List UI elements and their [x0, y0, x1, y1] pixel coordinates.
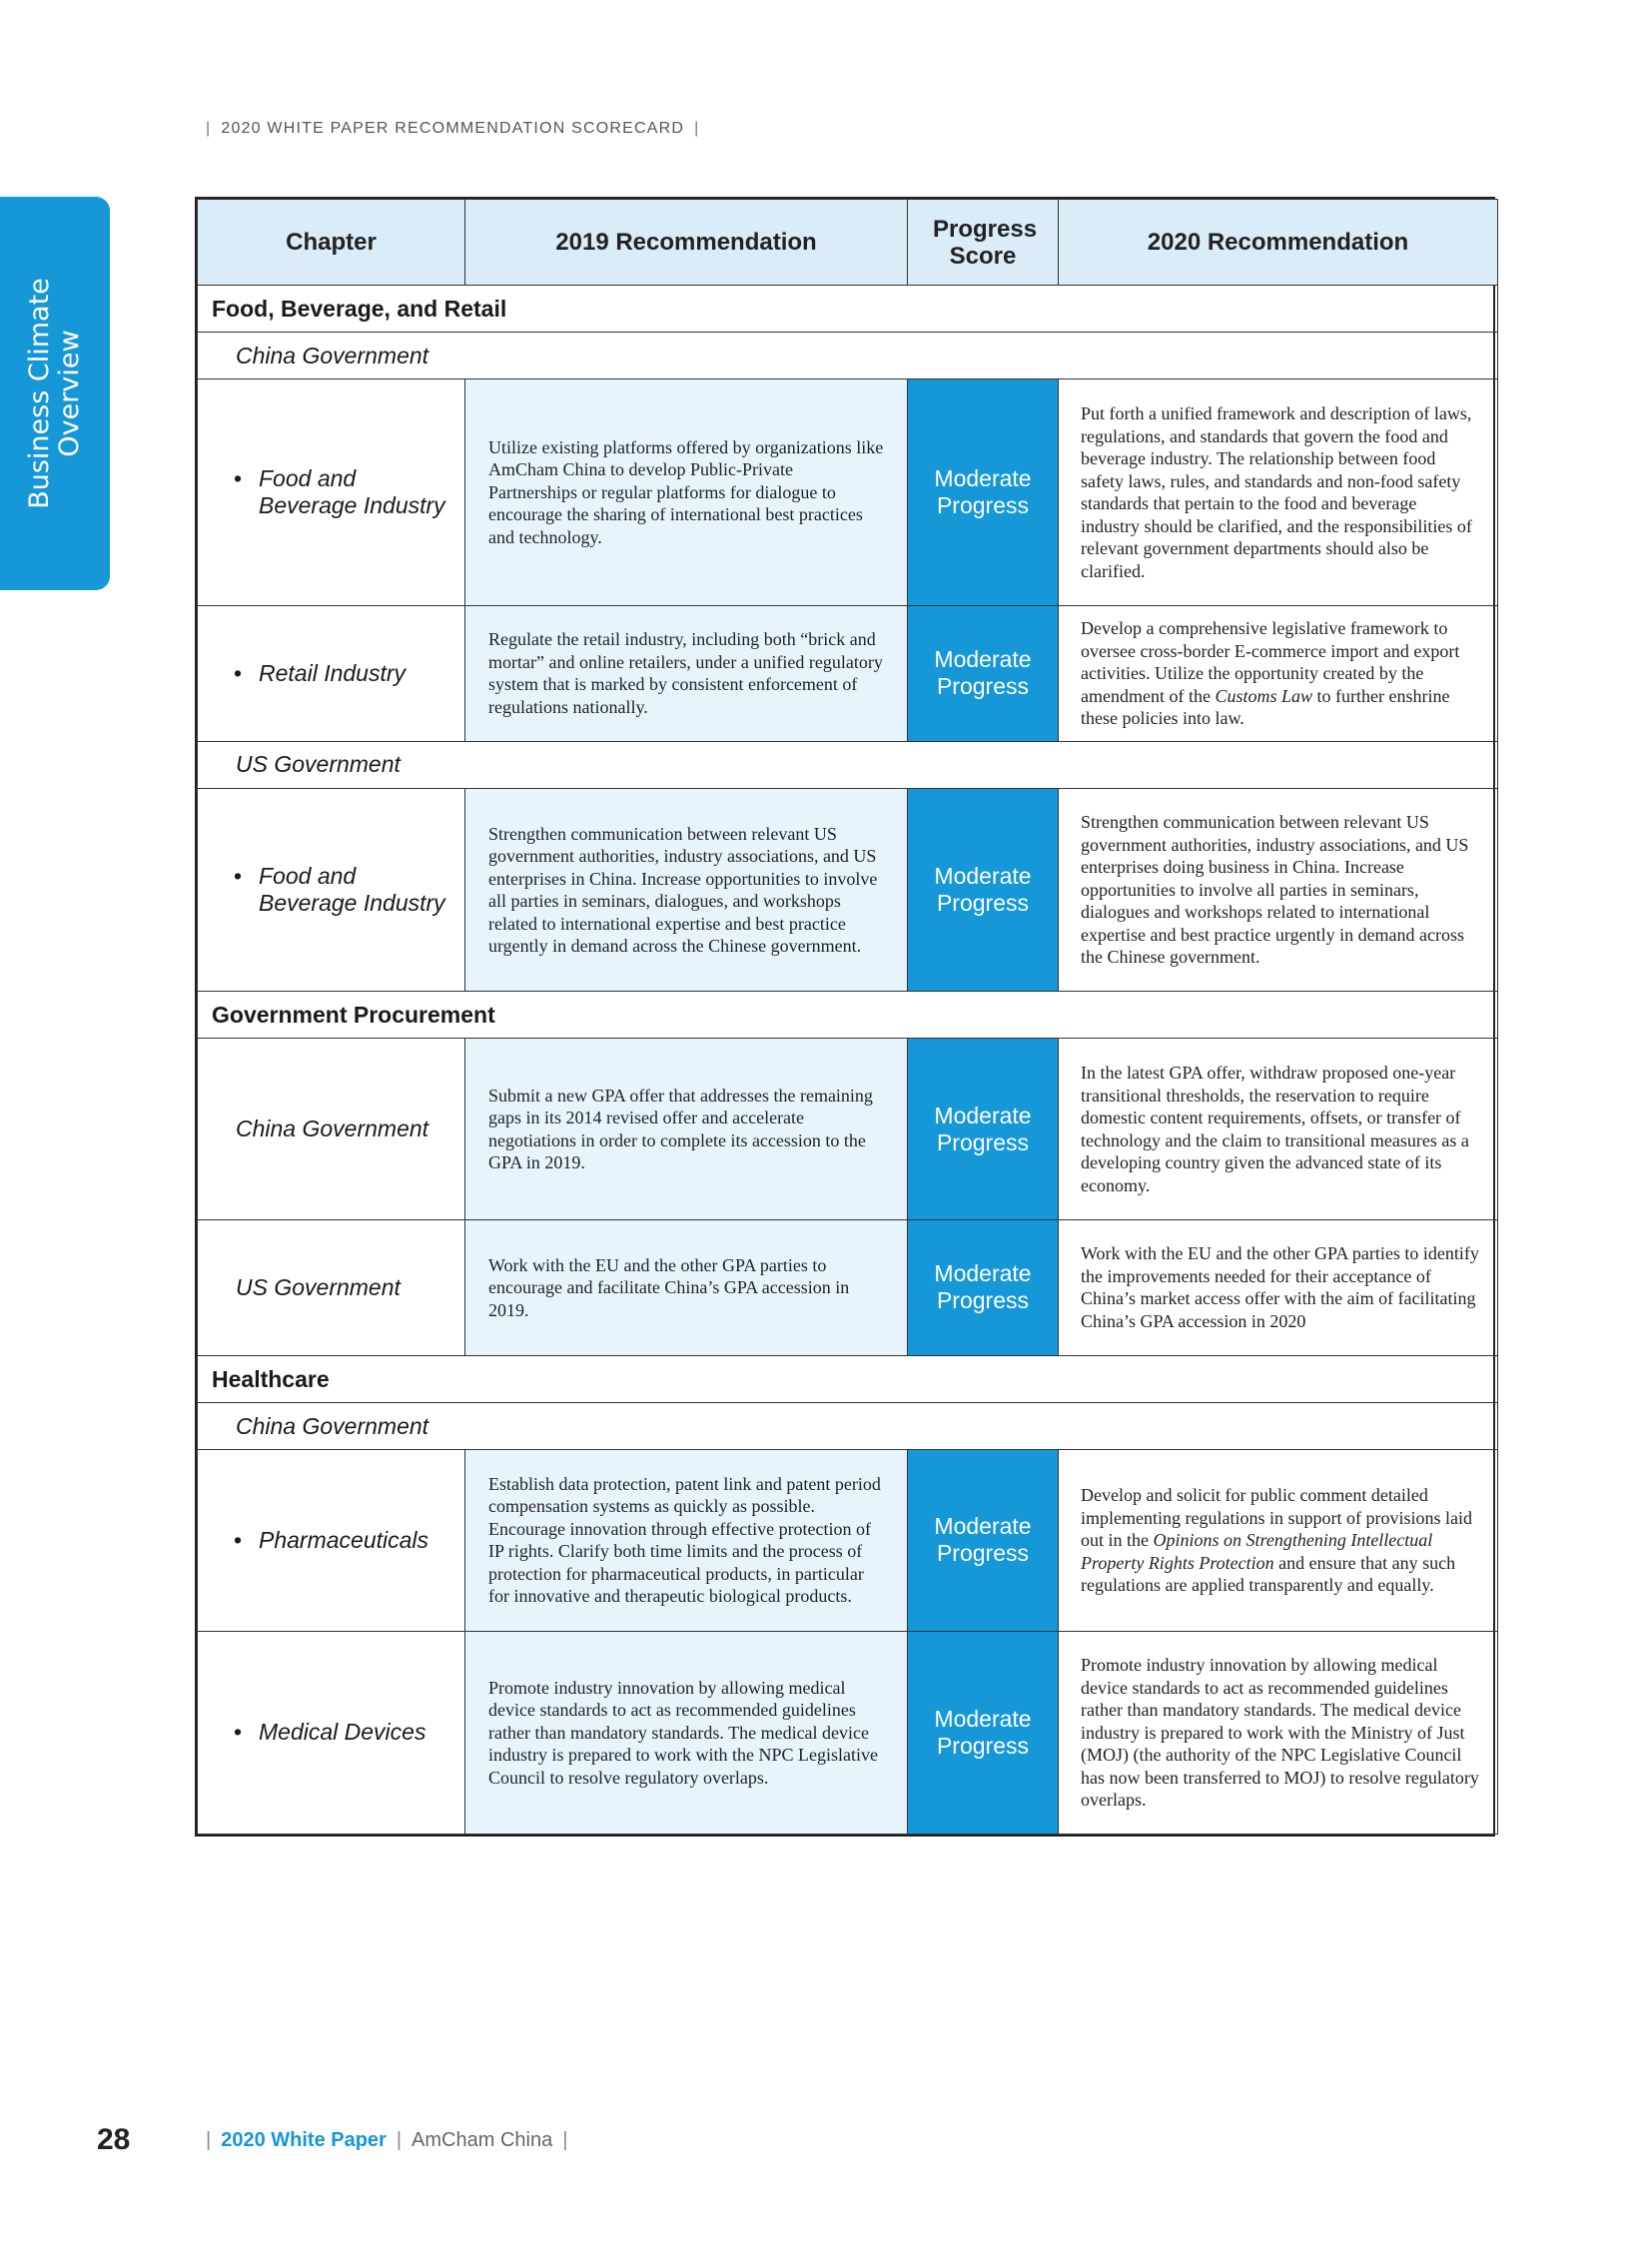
subsection-row — [198, 741, 1498, 788]
subsection-row — [198, 333, 1498, 379]
table-row — [198, 789, 1498, 992]
footer-brand: 2020 White Paper — [221, 2129, 387, 2151]
chapter-cell: • Food and Beverage Industry — [198, 379, 465, 605]
subsection-title: China Government — [198, 1403, 1498, 1450]
rec-2019-cell: Work with the EU and the other GPA parties to encourage and facilitate China’s GPA accession in 2019. — [465, 1219, 908, 1355]
scorecard-table — [195, 197, 1495, 1837]
chapter-cell: US Government — [198, 1219, 465, 1355]
rec-2019-cell: Submit a new GPA offer that addresses the remaining gaps in its 2014 revised offer and accelerate negotiations in order to complete its accession to the GPA in 2019. — [465, 1039, 908, 1219]
side-tab-line-1: Business Climate — [24, 278, 55, 509]
subsection-title: US Government — [198, 741, 1498, 788]
progress-score-badge: Moderate Progress — [908, 1039, 1059, 1219]
progress-score-badge: Moderate Progress — [908, 1219, 1059, 1355]
chapter-cell: • Pharmaceuticals — [198, 1450, 465, 1631]
chapter-cell: China Government — [198, 1039, 465, 1219]
col-header-chapter: Chapter — [198, 200, 465, 286]
rec-2020-cell: Work with the EU and the other GPA parties to identify the improvements needed for their acceptance of China’s market access offer with the aim of facilitating China’s GPA accession in 2020 — [1059, 1219, 1498, 1355]
rec-2020-cell: Develop and solicit for public comment detailed implementing regulations in support of provisions laid out in the Opinions on Strengthening Intellectual Property Rights Protection and ensure that any such regulations are applied transparently and equally. — [1059, 1450, 1498, 1631]
rec-2020-cell: In the latest GPA offer, withdraw proposed one-year transitional thresholds, the reservation to require domestic content requirements, offsets, or transfer of technology and the claim to transitional measures as a developing country given the advanced state of its economy. — [1059, 1039, 1498, 1219]
section-title: Food, Beverage, and Retail — [198, 286, 1498, 333]
rec-2019-cell: Promote industry innovation by allowing medical device standards to act as recommended guidelines rather than mandatory standards. The medical device industry is prepared to work with the NPC Legislative Council to resolve regulatory overlaps. — [465, 1631, 908, 1834]
rec-2019-cell: Regulate the retail industry, including both “brick and mortar” and online retailers, under a unified regulatory system that is marked by consistent enforcement of regulations nationally. — [465, 605, 908, 741]
progress-score-badge: Moderate Progress — [908, 605, 1059, 741]
section-side-tab — [0, 197, 110, 590]
rec-2020-cell: Promote industry innovation by allowing medical device standards to act as recommended guidelines rather than mandatory standards. The medical device industry is prepared to work with the Ministry of Just (MOJ) (the authority of the NPC Legislative Council has now been transferred to MOJ) to resolve regulatory overlaps. — [1059, 1631, 1498, 1834]
rec-2019-cell: Establish data protection, patent link and patent period compensation systems as quickly as possible. Encourage innovation through effective protection of IP rights. Clarify both time limits and the process of protection for pharmaceutical products, in particular for innovative and therapeutic biological products. — [465, 1450, 908, 1631]
bullet-icon: • — [234, 465, 243, 492]
running-header: | 2020 WHITE PAPER RECOMMENDATION SCORECARD | — [206, 120, 700, 137]
col-header-2019: 2019 Recommendation — [465, 200, 908, 286]
col-header-score: Progress Score — [908, 200, 1059, 286]
section-row — [198, 286, 1498, 333]
page-number: 28 — [97, 2123, 131, 2156]
rec-2019-cell: Utilize existing platforms offered by organizations like AmCham China to develop Public-Private Partnerships or regular platforms for dialogue to encourage the sharing of international best practices and technology. — [465, 379, 908, 605]
chapter-cell: • Food and Beverage Industry — [198, 789, 465, 992]
bullet-icon: • — [234, 659, 243, 686]
bullet-icon: • — [234, 1719, 243, 1746]
subsection-title: China Government — [198, 333, 1498, 379]
rec-2020-cell: Develop a comprehensive legislative framework to oversee cross-border E-commerce import and export activities. Utilize the opportunity created by the amendment of the Customs Law to further enshrine these policies into law. — [1059, 605, 1498, 741]
table-row — [198, 1039, 1498, 1219]
footer-org: AmCham China — [412, 2129, 553, 2151]
progress-score-badge: Moderate Progress — [908, 1631, 1059, 1834]
col-header-2020: 2020 Recommendation — [1059, 200, 1498, 286]
table-row — [198, 605, 1498, 741]
progress-score-badge: Moderate Progress — [908, 1450, 1059, 1631]
chapter-cell: • Retail Industry — [198, 605, 465, 741]
footer-text: | 2020 White Paper | AmCham China | — [206, 2129, 568, 2151]
bullet-icon: • — [234, 863, 243, 890]
side-tab-line-2: Overview — [54, 330, 85, 457]
bullet-icon: • — [234, 1526, 243, 1553]
table-row — [198, 1631, 1498, 1834]
chapter-cell: • Medical Devices — [198, 1631, 465, 1834]
section-title: Healthcare — [198, 1356, 1498, 1403]
progress-score-badge: Moderate Progress — [908, 379, 1059, 605]
table-header-row — [198, 200, 1498, 286]
rec-2020-cell: Strengthen communication between relevant US government authorities, industry associations, and US enterprises doing business in China. Increase opportunities to involve all parties in seminars, dialogues and workshops related to international expertise and best practice urgently in demand across the Chinese government. — [1059, 789, 1498, 992]
header-title: 2020 WHITE PAPER RECOMMENDATION SCORECARD — [221, 120, 685, 137]
rec-2019-cell: Strengthen communication between relevant US government authorities, industry associations, and US enterprises in China. Increase opportunities to involve all parties in seminars, dialogues, and workshops related to international expertise and best practice urgently in demand across the Chinese government. — [465, 789, 908, 992]
table-row — [198, 1219, 1498, 1355]
progress-score-badge: Moderate Progress — [908, 789, 1059, 992]
table-row — [198, 379, 1498, 605]
table-row — [198, 1450, 1498, 1631]
subsection-row — [198, 1403, 1498, 1450]
rec-2020-cell: Put forth a unified framework and description of laws, regulations, and standards that govern the food and beverage industry. The relationship between food safety laws, rules, and standards and non-food safety standards that pertain to the food and beverage industry should be clarified, and the responsibilities of relevant government departments should also be clarified. — [1059, 379, 1498, 605]
section-row — [198, 1356, 1498, 1403]
section-row — [198, 992, 1498, 1039]
section-title: Government Procurement — [198, 992, 1498, 1039]
